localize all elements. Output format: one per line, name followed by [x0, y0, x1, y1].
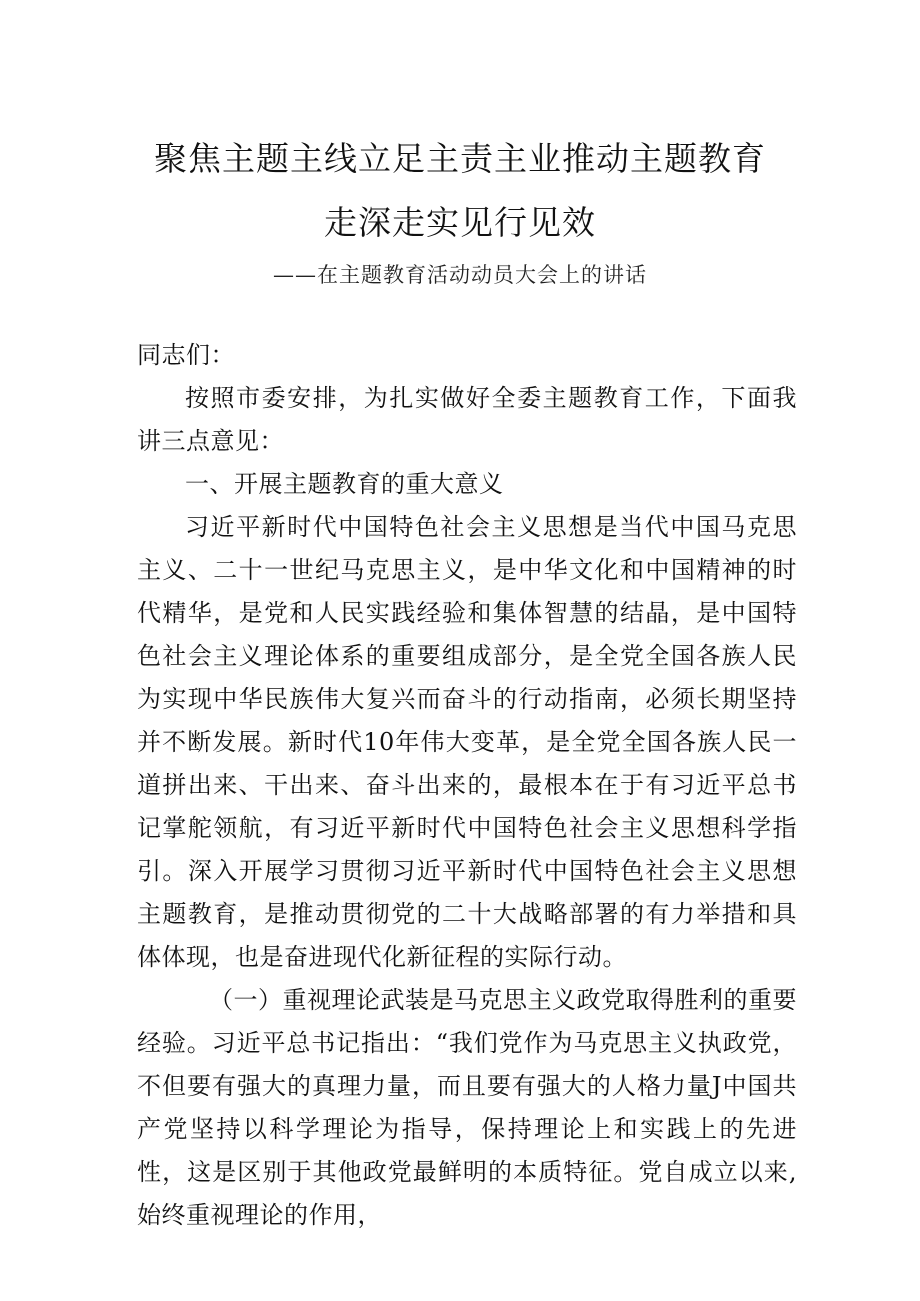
document-body: [137, 334, 797, 1237]
salutation: 同志们：: [137, 341, 235, 369]
section-heading-1: 一、开展主题教育的重大意义: [185, 470, 504, 498]
intro-paragraph: 按照市委安排，为扎实做好全委主题教育工作，下面我讲三点意见：: [137, 384, 797, 455]
document-title-line-1: 聚焦主题主线立足主责主业推动主题教育: [154, 139, 766, 178]
body-paragraph-2: （一）重视理论武装是马克思主义政党取得胜利的重要经验。习近平总书记指出：“我们党作为马克思主义执政党，不但要有强大的真理力量，而且要有强大的人格力量J中国共产党坚持以科学理论为指导，保持理论上和实践上的先进性，这是区别于其他政党最鲜明的本质特征。党自成立以来,始终重视理论的作用，: [137, 986, 797, 1229]
body-paragraph-1: 习近平新时代中国特色社会主义思想是当代中国马克思主义、二十一世纪马克思主义，是中华文化和中国精神的时代精华，是党和人民实践经验和集体智慧的结晶，是中国特色社会主义理论体系的重要组成部分，是全党全国各族人民为实现中华民族伟大复兴而奋斗的行动指南，必须长期坚持并不断发展。新时代10年伟大变革，是全党全国各族人民一道拼出来、干出来、奋斗出来的，最根本在于有习近平总书记掌舵领航，有习近平新时代中国特色社会主义思想科学指引。深入开展学习贯彻习近平新时代中国特色社会主义思想主题教育，是推动贯彻党的二十大战略部署的有力举措和具体体现，也是奋进现代化新征程的实际行动。: [137, 513, 797, 971]
document-title-line-2: 走深走实见行见效: [324, 203, 596, 242]
document-subtitle: ——在主题教育活动动员大会上的讲话: [273, 263, 647, 287]
